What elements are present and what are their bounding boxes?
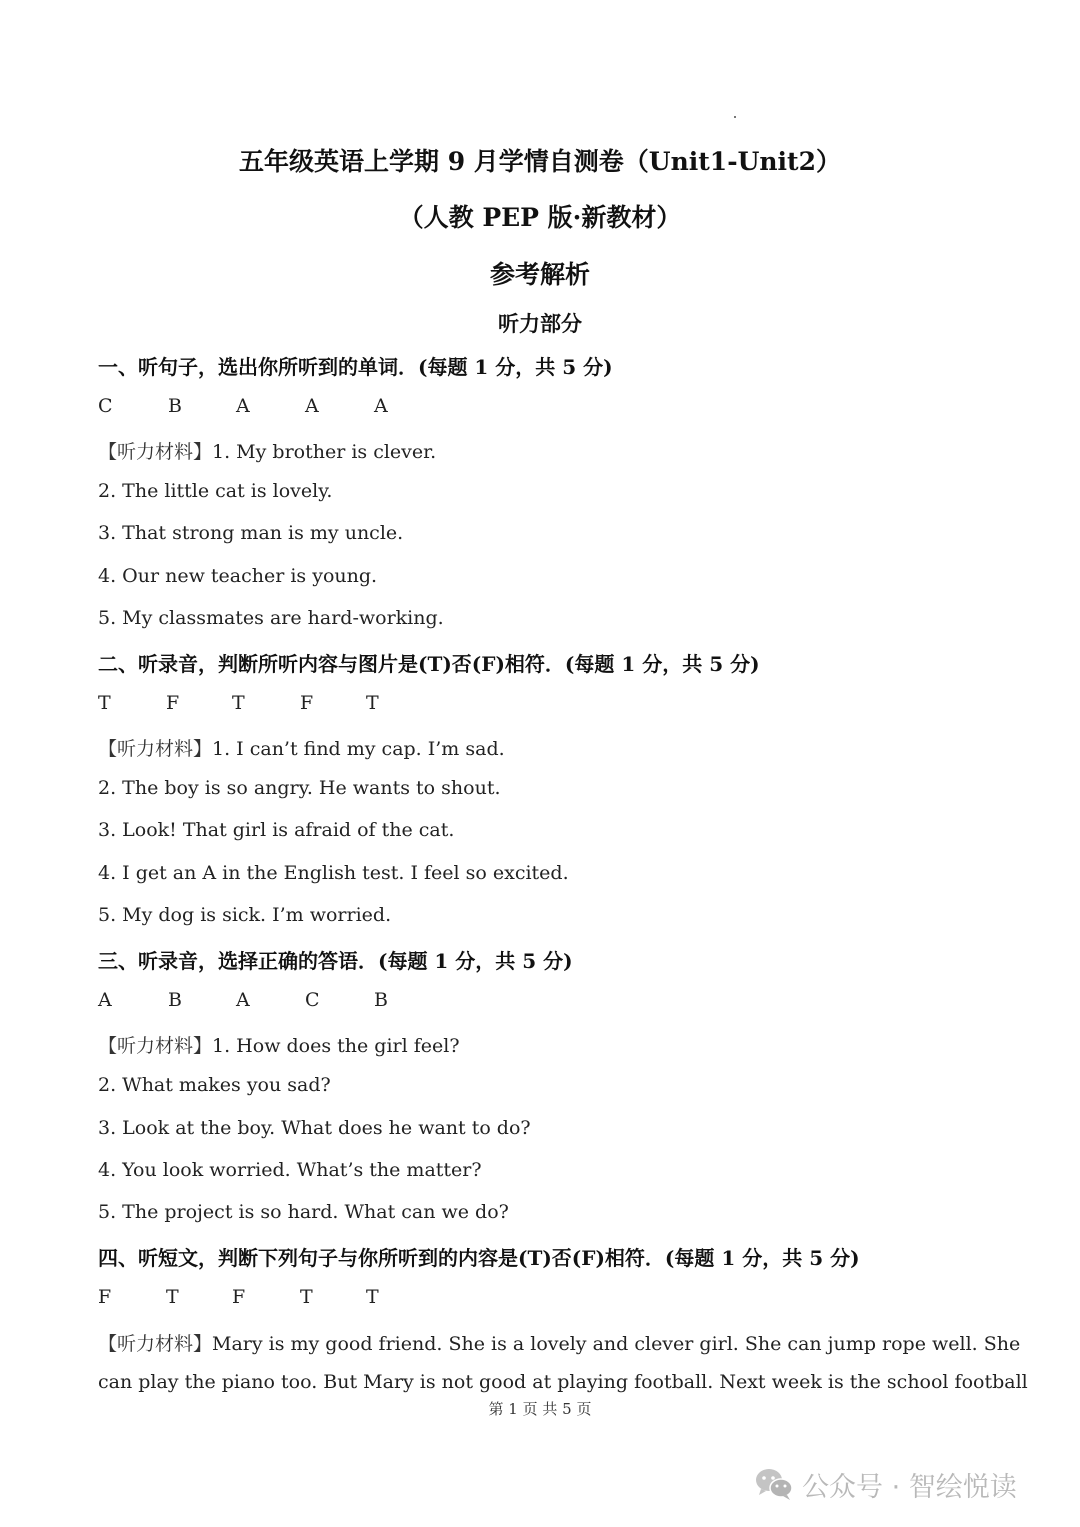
answer-2: B <box>168 989 182 1011</box>
material-line <box>98 1031 460 1058</box>
material-line: 2. The little cat is lovely. <box>98 480 333 502</box>
answer-4: T <box>300 1286 313 1308</box>
section-3-heading: 三、听录音，选择正确的答语．(每题 1 分，共 5 分) <box>98 949 573 973</box>
material-line: can play the piano too. But Mary is not good at playing football. Next week is the school football <box>98 1371 1028 1393</box>
material-line: 5. My dog is sick. I’m worried. <box>98 904 392 926</box>
material-label: 【听力材料】 <box>98 738 213 760</box>
answer-1: A <box>98 989 112 1011</box>
answer-2: B <box>168 395 182 417</box>
answer-5: T <box>366 1286 379 1308</box>
answer-4: F <box>300 692 314 714</box>
section-1-heading: 一、听句子，选出你所听到的单词．(每题 1 分，共 5 分) <box>98 355 613 379</box>
material-text: Mary is my good friend. She is a lovely and clever girl. She can jump rope well. She <box>212 1333 1021 1355</box>
answer-heading: 参考解析 <box>489 260 590 289</box>
material-line: 2. The boy is so angry. He wants to shout. <box>98 777 501 799</box>
answer-4: A <box>305 395 319 417</box>
answer-3: T <box>232 692 245 714</box>
material-line: 3. Look at the boy. What does he want to do? <box>98 1117 531 1139</box>
watermark-text: 公众号 · 智绘悦读 <box>802 1471 1017 1503</box>
material-line: 5. My classmates are hard-working. <box>98 607 444 629</box>
wechat-icon <box>754 1467 794 1501</box>
material-line: 5. The project is so hard. What can we do? <box>98 1201 509 1223</box>
document-subtitle: （人教 PEP 版·新教材） <box>398 203 682 232</box>
answer-5: B <box>374 989 388 1011</box>
scan-speck <box>734 116 736 118</box>
material-text: 1. My brother is clever. <box>212 441 437 463</box>
section-2-heading: 二、听录音，判断所听内容与图片是(T)否(F)相符．(每题 1 分，共 5 分) <box>98 652 760 676</box>
material-text: 1. I can’t find my cap. I’m sad. <box>212 738 505 760</box>
answer-1: F <box>98 1286 112 1308</box>
material-line: 4. Our new teacher is young. <box>98 565 378 587</box>
answer-3: A <box>236 989 250 1011</box>
answer-5: T <box>366 692 379 714</box>
watermark <box>754 1464 1017 1504</box>
material-label: 【听力材料】 <box>98 1333 213 1355</box>
material-line: 2. What makes you sad? <box>98 1074 331 1096</box>
material-label: 【听力材料】 <box>98 441 213 463</box>
material-line: 3. Look! That girl is afraid of the cat. <box>98 819 455 841</box>
page-footer: 第 1 页 共 5 页 <box>488 1400 592 1418</box>
part-heading: 听力部分 <box>498 311 582 336</box>
material-line <box>98 1329 1020 1356</box>
material-line <box>98 437 436 464</box>
answer-3: A <box>236 395 250 417</box>
answer-4: C <box>305 989 320 1011</box>
document-title: 五年级英语上学期 9 月学情自测卷（Unit1-Unit2） <box>238 147 841 176</box>
material-line <box>98 734 505 761</box>
material-line: 3. That strong man is my uncle. <box>98 522 404 544</box>
material-text: 1. How does the girl feel? <box>212 1035 460 1057</box>
answer-3: F <box>232 1286 246 1308</box>
material-line: 4. I get an A in the English test. I feel so excited. <box>98 862 569 884</box>
answer-2: F <box>166 692 180 714</box>
material-line: 4. You look worried. What’s the matter? <box>98 1159 482 1181</box>
material-label: 【听力材料】 <box>98 1035 213 1057</box>
answer-5: A <box>374 395 388 417</box>
answer-1: T <box>98 692 111 714</box>
answer-1: C <box>98 395 113 417</box>
section-4-heading: 四、听短文，判断下列句子与你所听到的内容是(T)否(F)相符．(每题 1 分，共 5 分) <box>98 1246 860 1270</box>
answer-2: T <box>166 1286 179 1308</box>
